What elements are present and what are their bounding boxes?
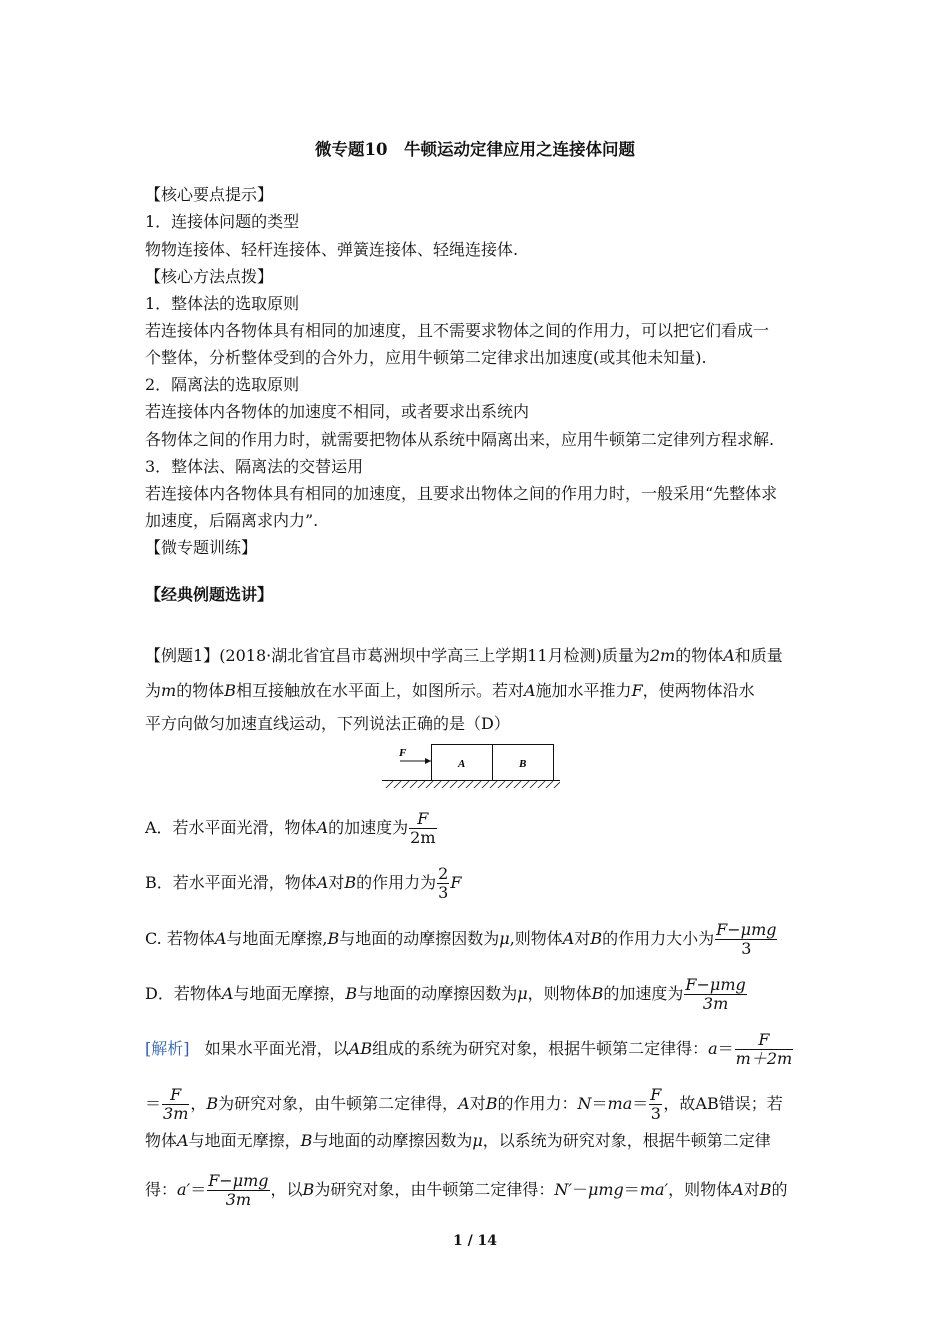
page-title: 微专题10 牛顿运动定律应用之连接体问题	[315, 140, 635, 159]
core-points-heading: 【核心要点提示】	[145, 185, 274, 204]
section-heading: 【经典例题选讲】	[145, 585, 274, 604]
text-line: 若连接体内各物体具有相同的加速度，且不需要求物体之间的作用力，可以把它们看成一	[145, 321, 770, 340]
option-d: D．若物体A与地面无摩擦，B与地面的动摩擦因数为μ，则物体B的加速度为 $\frac{\text{F−μmg}}{3m}$	[145, 975, 746, 1013]
block-b-label: B	[519, 758, 527, 770]
analysis-line: 物体A与地面无摩擦，B与地面的动摩擦因数为μ，以系统为研究对象，根据牛顿第二定律	[145, 1131, 771, 1150]
example-line: 【例题1】(2018·湖北省宜昌市葛洲坝中学高三上学期11月检测)质量为2m的物体A和质量	[145, 646, 783, 665]
example-line: 为m的物体B相互接触放在水平面上，如图所示。若对A施加水平推力F，使两物体沿水	[145, 681, 755, 700]
force-label: F	[399, 747, 407, 759]
core-method-heading: 【核心方法点拨】	[145, 267, 274, 286]
text-line: 若连接体内各物体的加速度不相同，或者要求出系统内	[145, 402, 530, 421]
analysis-tag: [解析]	[145, 1039, 190, 1058]
text-line: 个整体，分析整体受到的合外力，应用牛顿第二定律求出加速度(或其他未知量).	[145, 348, 707, 367]
analysis-line: 得：a′＝ $\frac{\text{F−μmg}}{3m}$ ，以B为研究对象，由牛顿第二定律得：N′－μmg＝ma′，则物体A对B的	[145, 1171, 788, 1209]
blocks-diagram	[382, 742, 560, 790]
block-a-label: A	[458, 758, 466, 770]
text-line: 1．连接体问题的类型	[145, 212, 300, 231]
example-line: 平方向做匀加速直线运动，下列说法正确的是（D）	[145, 714, 510, 733]
training-heading: 【微专题训练】	[145, 538, 258, 557]
option-c: C. 若物体A与地面无摩擦,B与地面的动摩擦因数为μ,则物体A对B的作用力大小为 $\frac{\text{F−μmg}}{3}$	[145, 920, 777, 958]
force-arrowhead	[425, 758, 431, 764]
text-line: 各物体之间的作用力时，就需要把物体从系统中隔离出来，应用牛顿第二定律列方程求解.	[145, 430, 775, 449]
analysis-line: ＝ $\frac{F}{3m}$ ，B为研究对象，由牛顿第二定律得，A对B的作用力：N＝ma＝ $\frac{F}{3}$ ，故AB错误；若	[145, 1085, 783, 1123]
text-line: 加速度，后隔离求内力”.	[145, 511, 319, 530]
option-a: A．若水平面光滑，物体A的加速度为 $\frac{F}{2m}$	[145, 809, 436, 847]
ground-hatching	[386, 781, 560, 788]
page-number: 1 / 14	[452, 1233, 498, 1249]
option-b: B．若水平面光滑，物体A对B的作用力为 $\frac{2}{3}$ F	[145, 864, 462, 902]
text-line: 若连接体内各物体具有相同的加速度，且要求出物体之间的作用力时，一般采用“先整体求	[145, 484, 778, 503]
text-line: 物物连接体、轻杆连接体、弹簧连接体、轻绳连接体.	[145, 240, 519, 259]
analysis-line: [解析] 如果水平面光滑，以AB组成的系统为研究对象，根据牛顿第二定律得：a＝ $\frac{F}{m+2m}$	[145, 1030, 793, 1068]
text-line: 2．隔离法的选取原则	[145, 375, 300, 394]
text-line: 3．整体法、隔离法的交替运用	[145, 457, 364, 476]
text-line: 1．整体法的选取原则	[145, 294, 300, 313]
